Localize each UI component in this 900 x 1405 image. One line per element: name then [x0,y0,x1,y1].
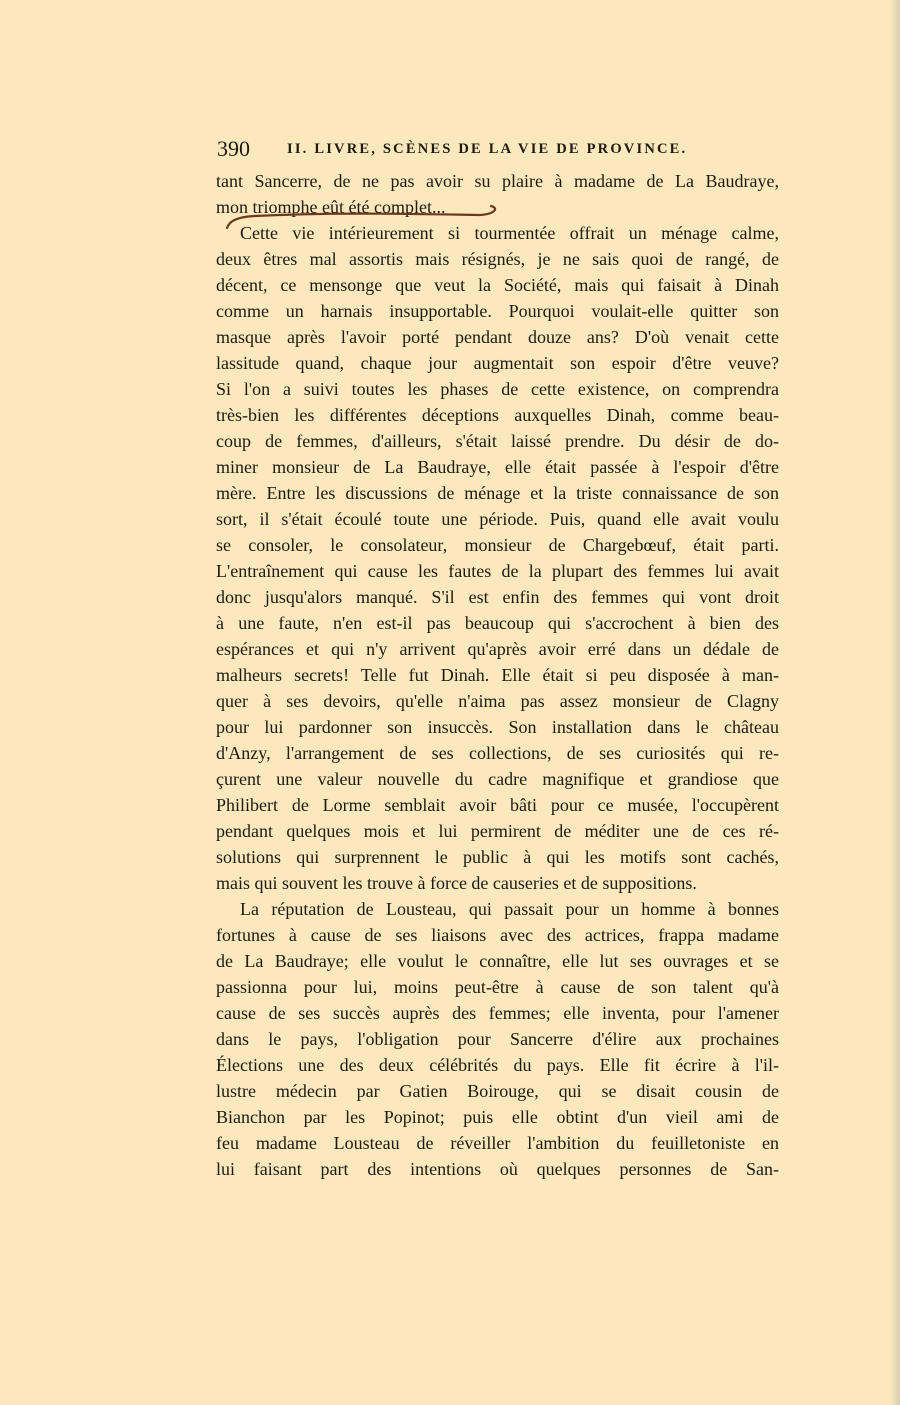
page-number: 390 [217,136,250,161]
text-line: tant Sancerre, de ne pas avoir su plaire à madame de La Baudraye, [216,171,779,191]
text-line: pendant quelques mois et lui permirent de méditer une de ces ré- [216,821,779,841]
handwritten-underline-mark [215,198,505,238]
body-text [216,168,779,1182]
text-line: lustre médecin par Gatien Boirouge, qui se disait cousin de [216,1081,779,1101]
text-line: malheurs secrets! Telle fut Dinah. Elle était si peu disposée à man- [216,665,779,685]
text-line: décent, ce mensonge que veut la Société, mais qui faisait à Dinah [216,275,779,295]
text-line: comme un harnais insupportable. Pourquoi voulait-elle quitter son [216,301,779,321]
text-line: deux êtres mal assortis mais résignés, je ne sais quoi de rangé, de [216,249,779,269]
text-line: de La Baudraye; elle voulut le connaître, elle lut ses ouvrages et se [216,951,779,971]
text-line: dans le pays, l'obligation pour Sancerre d'élire aux prochaines [216,1029,779,1049]
text-line: fortunes à cause de ses liaisons avec des actrices, frappa madame [216,925,779,945]
text-line: mais qui souvent les trouve à force de causeries et de suppositions. [216,873,697,893]
text-line: Si l'on a suivi toutes les phases de cette existence, on comprendra [216,379,779,399]
text-line: Philibert de Lorme semblait avoir bâti pour ce musée, l'occupèrent [216,795,779,815]
text-line: miner monsieur de La Baudraye, elle était passée à l'espoir d'être [216,457,779,477]
text-line: très-bien les différentes déceptions auxquelles Dinah, comme beau- [216,405,779,425]
text-line: lassitude quand, chaque jour augmentait son espoir d'être veuve? [216,353,779,373]
text-line: d'Anzy, l'arrangement de ses collections, de ses curiosités qui re- [216,743,779,763]
text-line: cause de ses succès auprès des femmes; elle inventa, pour l'amener [216,1003,779,1023]
text-line: pour lui pardonner son insuccès. Son installation dans le château [216,717,779,737]
text-line: La réputation de Lousteau, qui passait pour un homme à bonnes [240,899,779,919]
text-line: se consoler, le consolateur, monsieur de Chargebœuf, était parti. [216,535,779,555]
text-line: coup de femmes, d'ailleurs, s'était laissé prendre. Du désir de do- [216,431,779,451]
text-line: solutions qui surprennent le public à qui les motifs sont cachés, [216,847,779,867]
text-line: lui faisant part des intentions où quelques personnes de San- [216,1159,779,1179]
text-line: donc jusqu'alors manqué. S'il est enfin des femmes qui vont droit [216,587,779,607]
text-line: mère. Entre les discussions de ménage et la triste connaissance de son [216,483,779,503]
text-line: Bianchon par les Popinot; puis elle obtint d'un vieil ami de [216,1107,779,1127]
text-line: feu madame Lousteau de réveiller l'ambition du feuilletoniste en [216,1133,779,1153]
running-title: II. LIVRE, SCÈNES DE LA VIE DE PROVINCE. [287,141,688,157]
text-line: sort, il s'était écoulé toute une période. Puis, quand elle avait voulu [216,509,779,529]
text-line: espérances et qui n'y arrivent qu'après avoir erré dans un dédale de [216,639,779,659]
text-line: passionna pour lui, moins peut-être à cause de son talent qu'à [216,977,779,997]
running-header [217,136,717,162]
text-line: çurent une valeur nouvelle du cadre magnifique et grandiose que [216,769,779,789]
text-line: masque après l'avoir porté pendant douze ans? D'où venait cette [216,327,779,347]
text-line: mon triomphe eût été complet... [216,197,446,217]
text-line: Cette vie intérieurement si tourmentée offrait un ménage calme, [240,223,779,243]
text-line: quer à ses devoirs, qu'elle n'aima pas assez monsieur de Clagny [216,691,779,711]
text-line: à une faute, n'en est-il pas beaucoup qui s'accrochent à bien des [216,613,779,633]
text-line: Élections une des deux célébrités du pays. Elle fit écrire à l'il- [216,1055,779,1075]
page-edge [890,0,900,1405]
text-line: L'entraînement qui cause les fautes de la plupart des femmes lui avait [216,561,779,581]
